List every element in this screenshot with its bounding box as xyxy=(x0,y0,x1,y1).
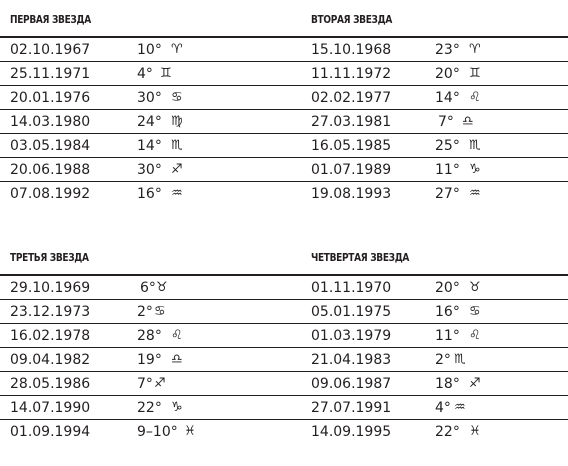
scorpio-icon: ♏ xyxy=(469,138,481,153)
degree-cell: 6° xyxy=(140,280,156,296)
aries-icon: ♈ xyxy=(469,42,481,57)
date-cell: 29.10.1969 xyxy=(10,280,91,296)
capricorn-icon: ♑ xyxy=(171,400,183,415)
date-cell: 25.11.1971 xyxy=(10,66,91,82)
degree-cell: 11° xyxy=(435,328,460,344)
column-heading-second-star: ВТОРАЯ ЗВЕЗДА xyxy=(311,13,392,26)
table-row xyxy=(0,420,568,443)
cancer-icon: ♋ xyxy=(469,304,481,319)
date-cell: 27.07.1991 xyxy=(311,400,392,416)
degree-cell: 16° xyxy=(137,186,162,202)
degree-cell: 14° xyxy=(435,90,460,106)
degree-cell: 14° xyxy=(137,138,162,154)
table-section-1 xyxy=(0,0,568,205)
degree-cell: 27° xyxy=(435,186,460,202)
date-cell: 15.10.1968 xyxy=(311,42,392,58)
column-heading-third-star: ТРЕТЬЯ ЗВЕЗДА xyxy=(10,251,89,264)
degree-cell: 10° xyxy=(137,42,162,58)
date-cell: 09.04.1982 xyxy=(10,352,91,368)
degree-cell: 28° xyxy=(137,328,162,344)
libra-icon: ♎ xyxy=(462,114,474,129)
libra-icon: ♎ xyxy=(171,352,183,367)
table-row xyxy=(0,276,568,300)
taurus-icon: ♉ xyxy=(469,280,481,295)
date-cell: 01.07.1989 xyxy=(311,162,392,178)
date-cell: 14.07.1990 xyxy=(10,400,91,416)
degree-cell: 25° xyxy=(435,138,460,154)
degree-cell: 30° xyxy=(137,162,162,178)
table-row xyxy=(0,348,568,372)
degree-cell: 23° xyxy=(435,42,460,58)
degree-cell: 2° xyxy=(435,352,451,368)
date-cell: 14.03.1980 xyxy=(10,114,91,130)
date-cell: 21.04.1983 xyxy=(311,352,392,368)
table-row xyxy=(0,372,568,396)
aquarius-icon: ♒ xyxy=(454,400,466,415)
date-cell: 27.03.1981 xyxy=(311,114,392,130)
degree-cell: 4° xyxy=(137,66,153,82)
column-heading-first-star: ПЕРВАЯ ЗВЕЗДА xyxy=(10,13,91,26)
table-row xyxy=(0,158,568,182)
table-row xyxy=(0,396,568,420)
taurus-icon: ♉ xyxy=(156,280,168,295)
cancer-icon: ♋ xyxy=(171,90,183,105)
degree-cell: 7° xyxy=(438,114,454,130)
degree-cell: 19° xyxy=(137,352,162,368)
date-cell: 05.01.1975 xyxy=(311,304,392,320)
degree-cell: 18° xyxy=(435,376,460,392)
scorpio-icon: ♏ xyxy=(454,352,466,367)
sagittarius-icon: ♐ xyxy=(154,376,166,391)
date-cell: 01.09.1994 xyxy=(10,424,91,440)
aries-icon: ♈ xyxy=(171,42,183,57)
aquarius-icon: ♒ xyxy=(469,186,481,201)
date-cell: 01.11.1970 xyxy=(311,280,392,296)
date-cell: 19.08.1993 xyxy=(311,186,392,202)
degree-cell: 20° xyxy=(435,66,460,82)
pisces-icon: ♓ xyxy=(184,424,196,439)
degree-cell: 16° xyxy=(435,304,460,320)
degree-cell: 9–10° xyxy=(137,424,178,440)
date-cell: 02.02.1977 xyxy=(311,90,392,106)
date-cell: 11.11.1972 xyxy=(311,66,392,82)
table-row xyxy=(0,62,568,86)
date-cell: 16.02.1978 xyxy=(10,328,91,344)
scorpio-icon: ♏ xyxy=(171,138,183,153)
leo-icon: ♌ xyxy=(469,90,481,105)
date-cell: 20.06.1988 xyxy=(10,162,91,178)
leo-icon: ♌ xyxy=(171,328,183,343)
date-cell: 28.05.1986 xyxy=(10,376,91,392)
degree-cell: 11° xyxy=(435,162,460,178)
column-heading-fourth-star: ЧЕТВЕРТАЯ ЗВЕЗДА xyxy=(311,251,410,264)
cancer-icon: ♋ xyxy=(154,304,166,319)
date-cell: 14.09.1995 xyxy=(311,424,392,440)
degree-cell: 7° xyxy=(137,376,153,392)
header-row xyxy=(0,238,568,276)
sagittarius-icon: ♐ xyxy=(469,376,481,391)
table-row xyxy=(0,300,568,324)
date-cell: 01.03.1979 xyxy=(311,328,392,344)
table-row xyxy=(0,86,568,110)
gemini-icon: ♊ xyxy=(160,66,172,81)
table-rows xyxy=(0,276,568,443)
virgo-icon: ♍ xyxy=(171,114,183,129)
date-cell: 07.08.1992 xyxy=(10,186,91,202)
header-row xyxy=(0,0,568,38)
degree-cell: 24° xyxy=(137,114,162,130)
date-cell: 09.06.1987 xyxy=(311,376,392,392)
gemini-icon: ♊ xyxy=(469,66,481,81)
table-row xyxy=(0,110,568,134)
date-cell: 03.05.1984 xyxy=(10,138,91,154)
date-cell: 23.12.1973 xyxy=(10,304,91,320)
date-cell: 16.05.1985 xyxy=(311,138,392,154)
sagittarius-icon: ♐ xyxy=(171,162,183,177)
aquarius-icon: ♒ xyxy=(171,186,183,201)
table-row xyxy=(0,134,568,158)
degree-cell: 22° xyxy=(435,424,460,440)
degree-cell: 4° xyxy=(435,400,451,416)
degree-cell: 22° xyxy=(137,400,162,416)
date-cell: 20.01.1976 xyxy=(10,90,91,106)
capricorn-icon: ♑ xyxy=(469,162,481,177)
leo-icon: ♌ xyxy=(469,328,481,343)
degree-cell: 2° xyxy=(137,304,153,320)
table-row xyxy=(0,324,568,348)
pisces-icon: ♓ xyxy=(469,424,481,439)
table-section-2 xyxy=(0,238,568,443)
date-cell: 02.10.1967 xyxy=(10,42,91,58)
table-rows xyxy=(0,38,568,205)
degree-cell: 30° xyxy=(137,90,162,106)
table-row xyxy=(0,182,568,205)
table-row xyxy=(0,38,568,62)
degree-cell: 20° xyxy=(435,280,460,296)
